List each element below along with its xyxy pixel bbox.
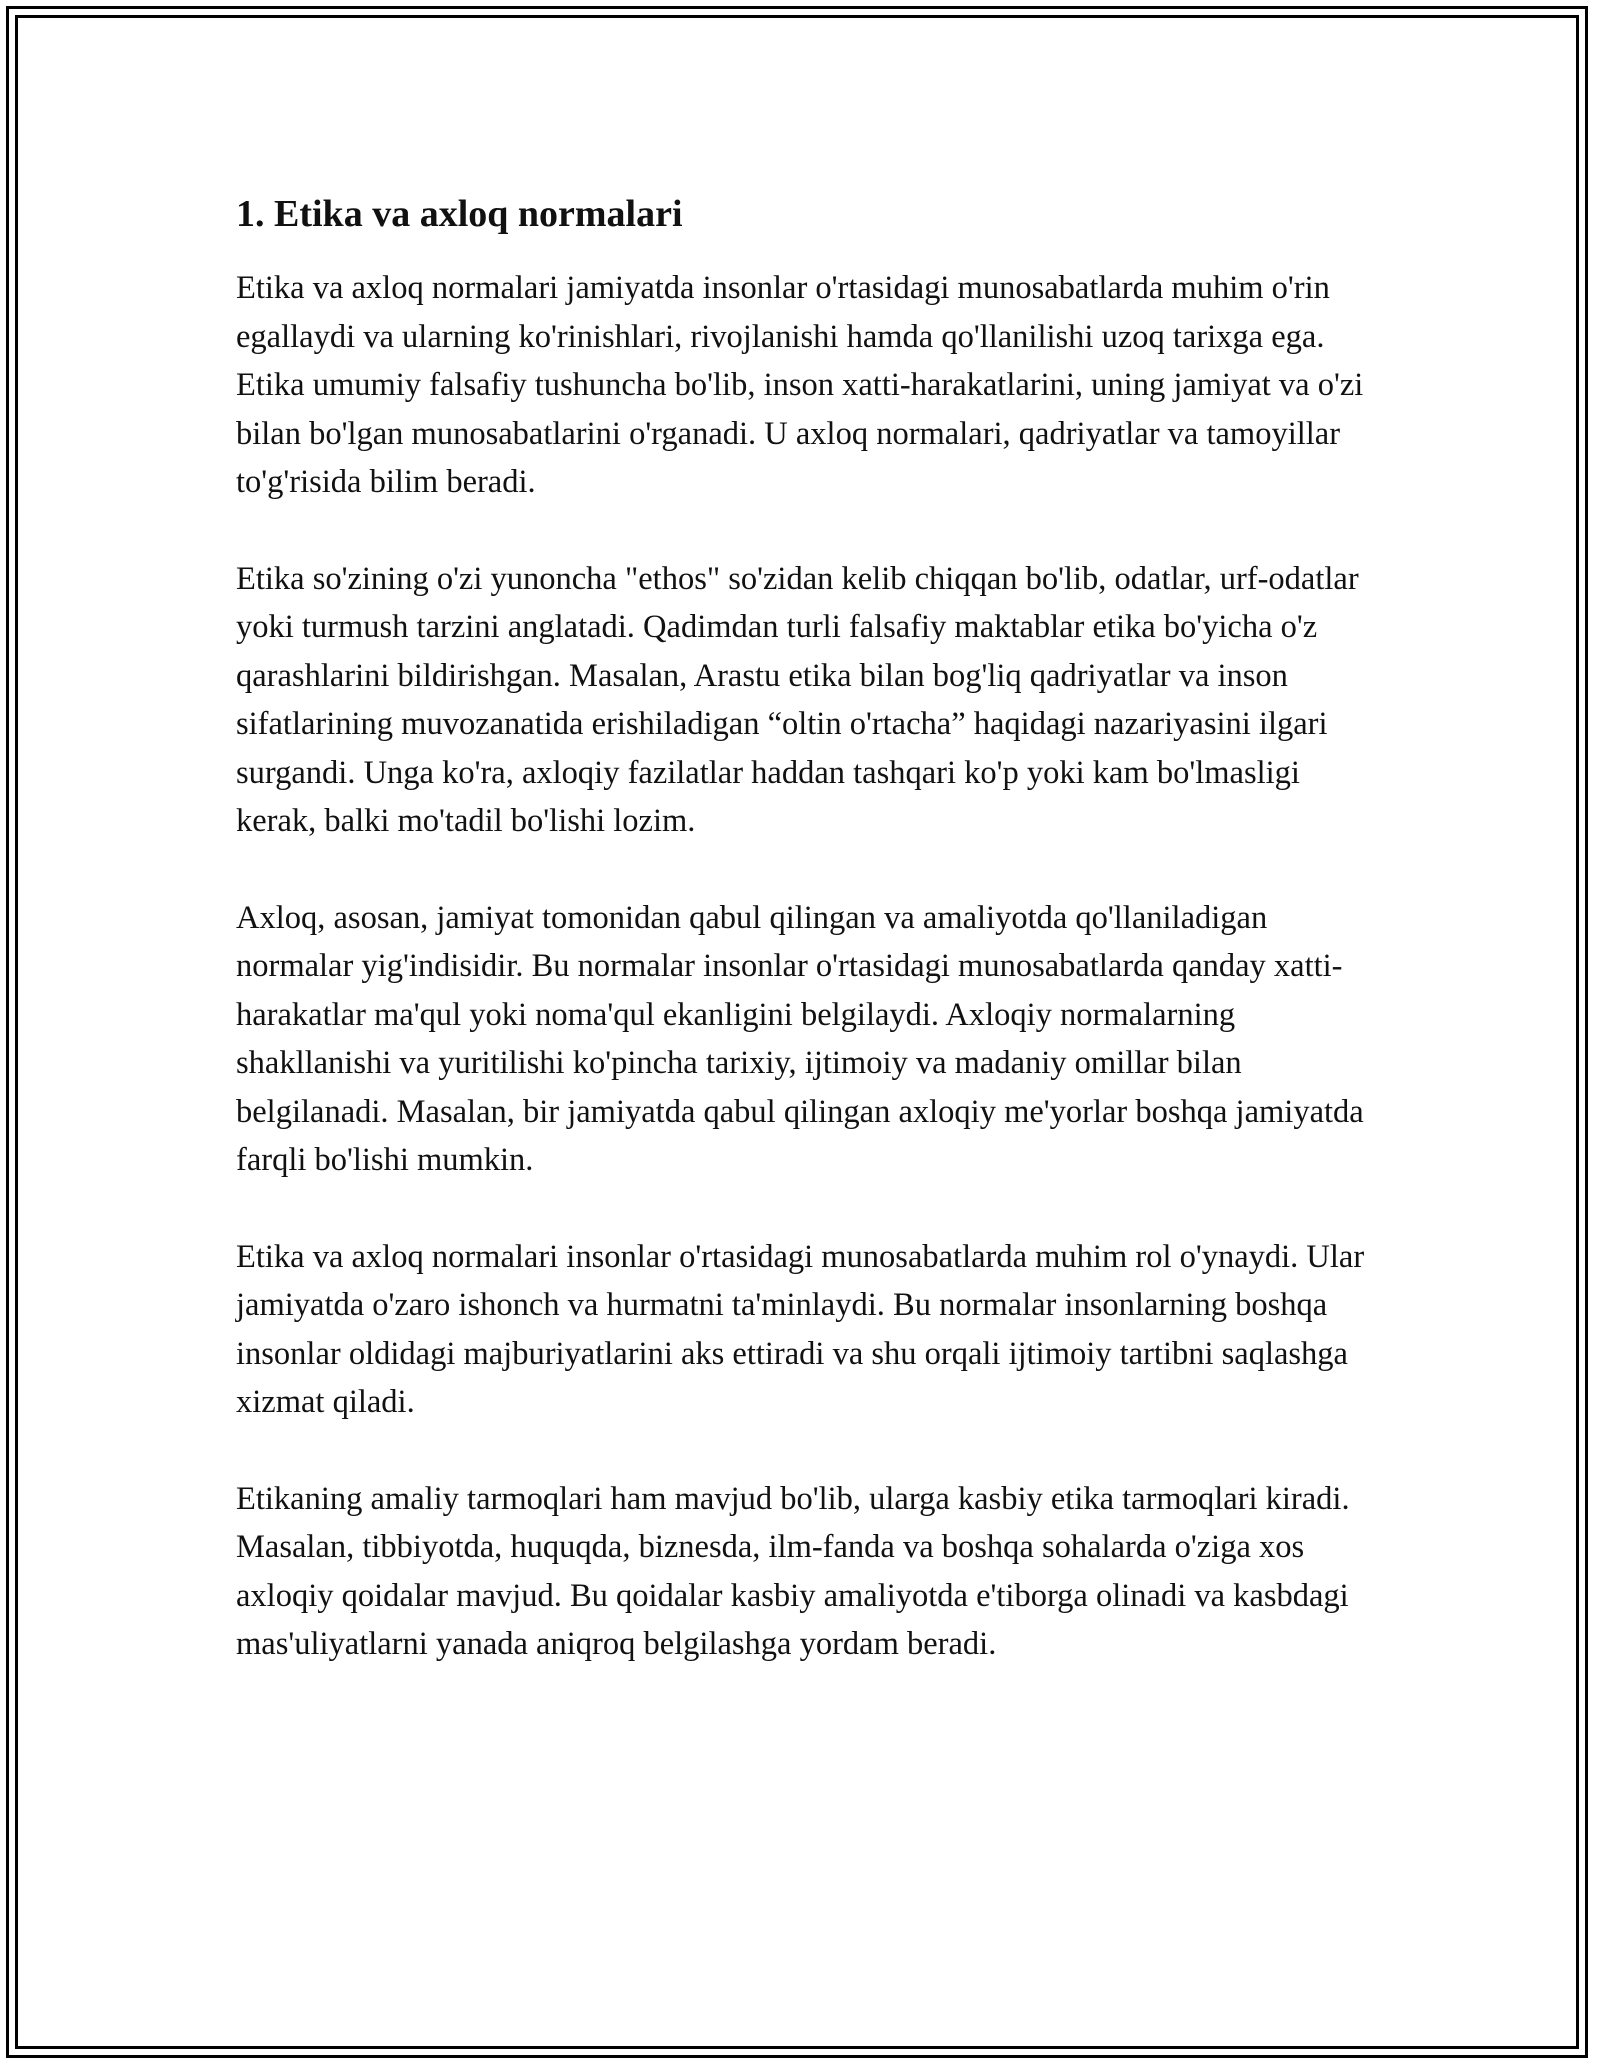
section-heading: 1. Etika va axloq normalari: [236, 193, 683, 235]
paragraph-5: Etikaning amaliy tarmoqlari ham mavjud bo'lib, ularga kasbiy etika tarmoqlari kiradi. Masalan, tibbiyotda, huquqda, biznesda, ilm-fanda va boshqa sohalarda o'ziga xos axloqiy qoidalar mavjud. Bu qoidalar kasbiy amaliyotda e'tiborga olinadi va kasbdagi mas'uliyatlarni yanada aniqroq belgilashga yordam beradi.: [236, 1480, 1350, 1662]
paragraph-1: Etika va axloq normalari jamiyatda insonlar o'rtasidagi munosabatlarda muhim o'rin egallaydi va ularning ko'rinishlari, rivojlanishi hamda qo'llanilishi uzoq tarixga ega. Etika umumiy falsafiy tushuncha bo'lib, inson xatti-harakatlarini, uning jamiyat va o'zi bilan bo'lgan munosabatlarini o'rganadi. U axloq normalari, qadriyatlar va tamoyillar to'g'risida bilim beradi.: [236, 270, 1364, 500]
paragraph-4: Etika va axloq normalari insonlar o'rtasidagi munosabatlarda muhim rol o'ynaydi. Ular jamiyatda o'zaro ishonch va hurmatni ta'minlaydi. Bu normalar insonlarning boshqa insonlar oldidagi majburiyatlarini aks ettiradi va shu orqali ijtimoiy tartibni saqlashga xizmat qiladi.: [236, 1238, 1365, 1420]
paragraph-2: Etika so'zining o'zi yunoncha "ethos" so'zidan kelib chiqqan bo'lib, odatlar, urf-odatlar yoki turmush tarzini anglatadi. Qadimdan turli falsafiy maktablar etika bo'yicha o'z qarashlarini bildirishgan. Masalan, Arastu etika bilan bog'liq qadriyatlar va inson sifatlarining muvozanatida erishiladigan “oltin o'rtacha” haqidagi nazariyasini ilgari surgandi. Unga ko'ra, axloqiy fazilatlar haddan tashqari ko'p yoki kam bo'lmasligi kerak, balki mo'tadil bo'lishi lozim.: [236, 560, 1359, 839]
paragraph-3: Axloq, asosan, jamiyat tomonidan qabul qilingan va amaliyotda qo'llaniladigan normalar yig'indisidir. Bu normalar insonlar o'rtasidagi munosabatlarda qanday xatti-harakatlar ma'qul yoki noma'qul ekanligini belgilaydi. Axloqiy normalarning shakllanishi va yuritilishi ko'pincha tarixiy, ijtimoiy va madaniy omillar bilan belgilanadi. Masalan, bir jamiyatda qabul qilingan axloqiy me'yorlar boshqa jamiyatda farqli bo'lishi mumkin.: [236, 899, 1364, 1178]
document-body: [236, 186, 1366, 1717]
